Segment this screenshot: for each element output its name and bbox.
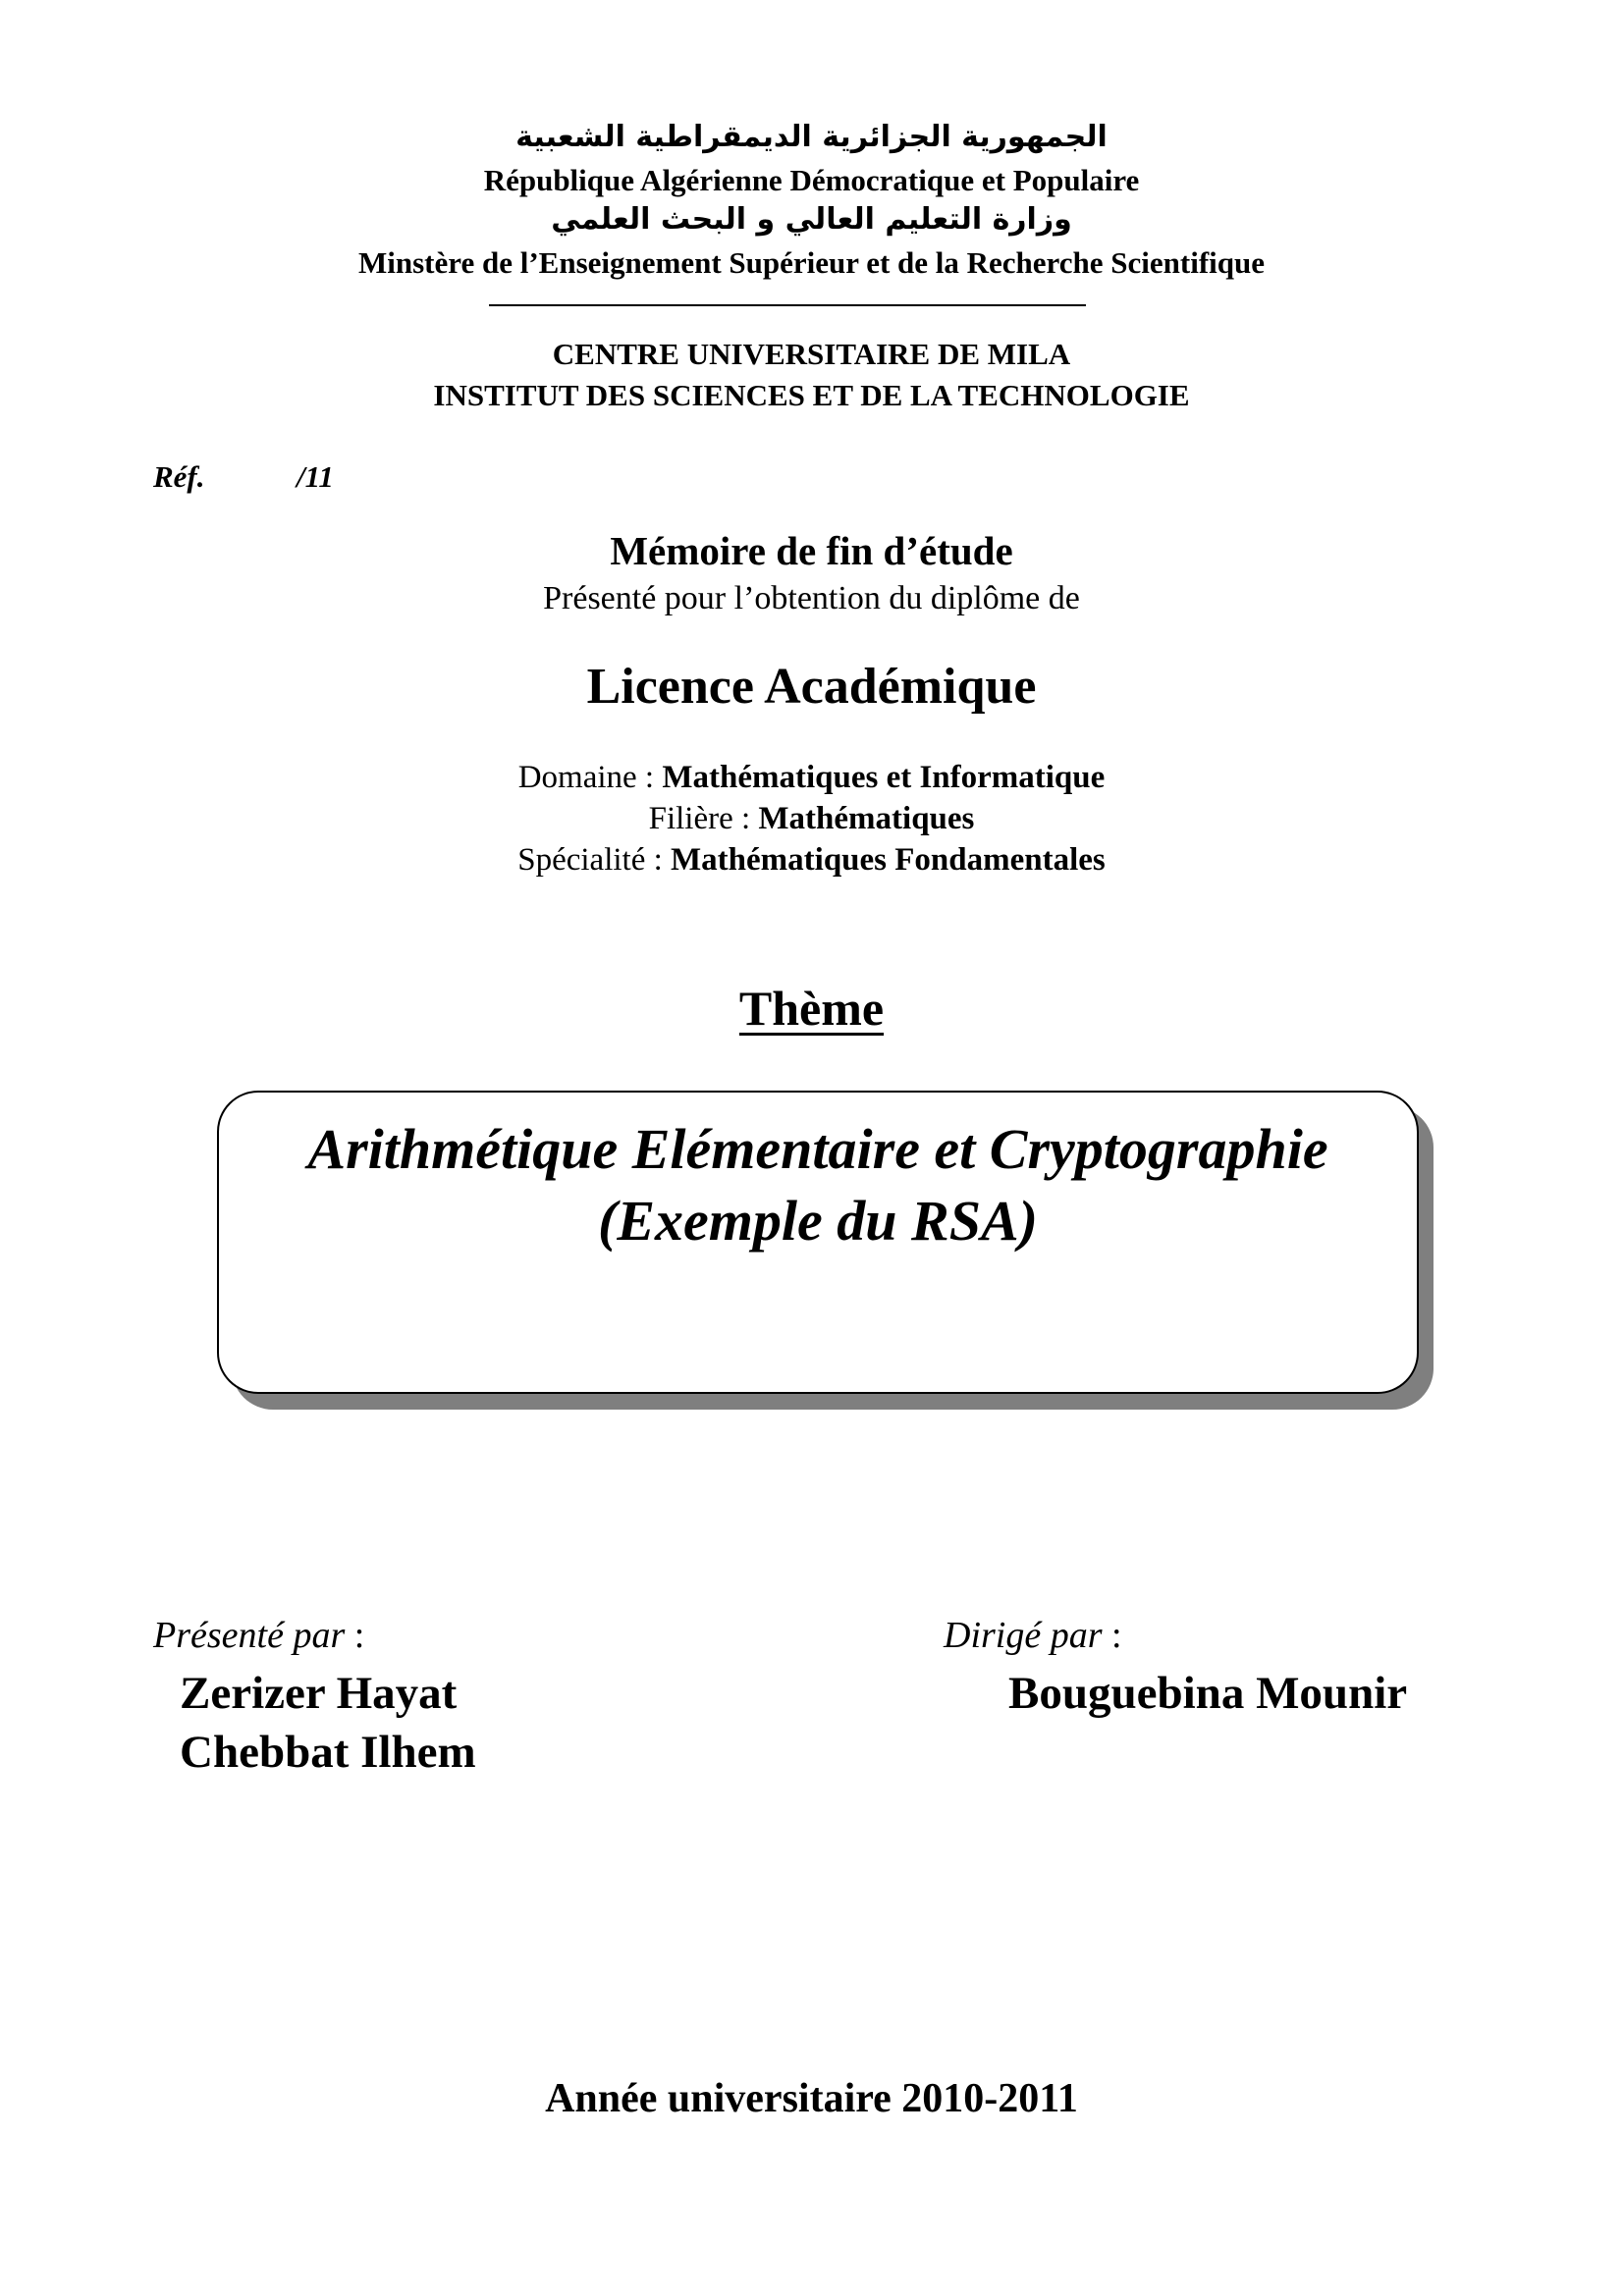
theme-title-line2: (Exemple du RSA) <box>598 1189 1038 1253</box>
domain-line <box>0 760 1623 796</box>
author-name-2: Chebbat Ilhem <box>180 1727 476 1778</box>
arabic-republic-heading: الجمهورية الجزائرية الديمقراطية الشعبية <box>515 120 1108 154</box>
republic-heading: République Algérienne Démocratique et Populaire <box>483 163 1140 197</box>
filiere-label: Filière : <box>648 801 759 836</box>
supervisor-name: Bouguebina Mounir <box>1008 1668 1408 1719</box>
domain-label: Domaine : <box>517 760 663 795</box>
author-name-1: Zerizer Hayat <box>180 1668 458 1719</box>
specialite-value: Mathématiques Fondamentales <box>671 842 1106 878</box>
filiere-line <box>0 801 1623 837</box>
theme-heading-wrap <box>0 980 1623 1037</box>
directed-by-line <box>944 1614 1122 1657</box>
institute-heading: INSTITUT DES SCIENCES ET DE LA TECHNOLOGIE <box>433 378 1190 412</box>
degree-title: Licence Académique <box>586 659 1037 715</box>
theme-heading: Thème <box>738 981 885 1036</box>
ministry-heading: Minstère de l’Enseignement Supérieur et de la Recherche Scientifique <box>358 245 1265 280</box>
presented-by-colon: : <box>345 1615 365 1656</box>
presented-by-label: Présenté par <box>153 1615 346 1656</box>
domain-value: Mathématiques et Informatique <box>662 760 1106 795</box>
presented-by-line <box>153 1614 364 1657</box>
reference-value: /11 <box>297 459 334 494</box>
specialite-line <box>0 842 1623 879</box>
reference-label: Réf. <box>153 459 205 494</box>
filiere-value: Mathématiques <box>758 801 975 836</box>
specialite-label: Spécialité : <box>517 842 672 878</box>
memoire-subtitle: Présenté pour l’obtention du diplôme de <box>543 580 1080 616</box>
directed-by-colon: : <box>1102 1615 1122 1656</box>
directed-by-label: Dirigé par <box>944 1615 1103 1656</box>
memoire-title: Mémoire de fin d’étude <box>610 528 1013 573</box>
header-divider <box>489 304 1086 306</box>
centre-heading: CENTRE UNIVERSITAIRE DE MILA <box>552 337 1071 371</box>
academic-year: Année universitaire 2010-2011 <box>545 2076 1078 2121</box>
arabic-ministry-heading: وزارة التعليم العالي و البحث العلمي <box>551 202 1072 237</box>
theme-title-line1: Arithmétique Elémentaire et Cryptographie <box>307 1117 1328 1181</box>
